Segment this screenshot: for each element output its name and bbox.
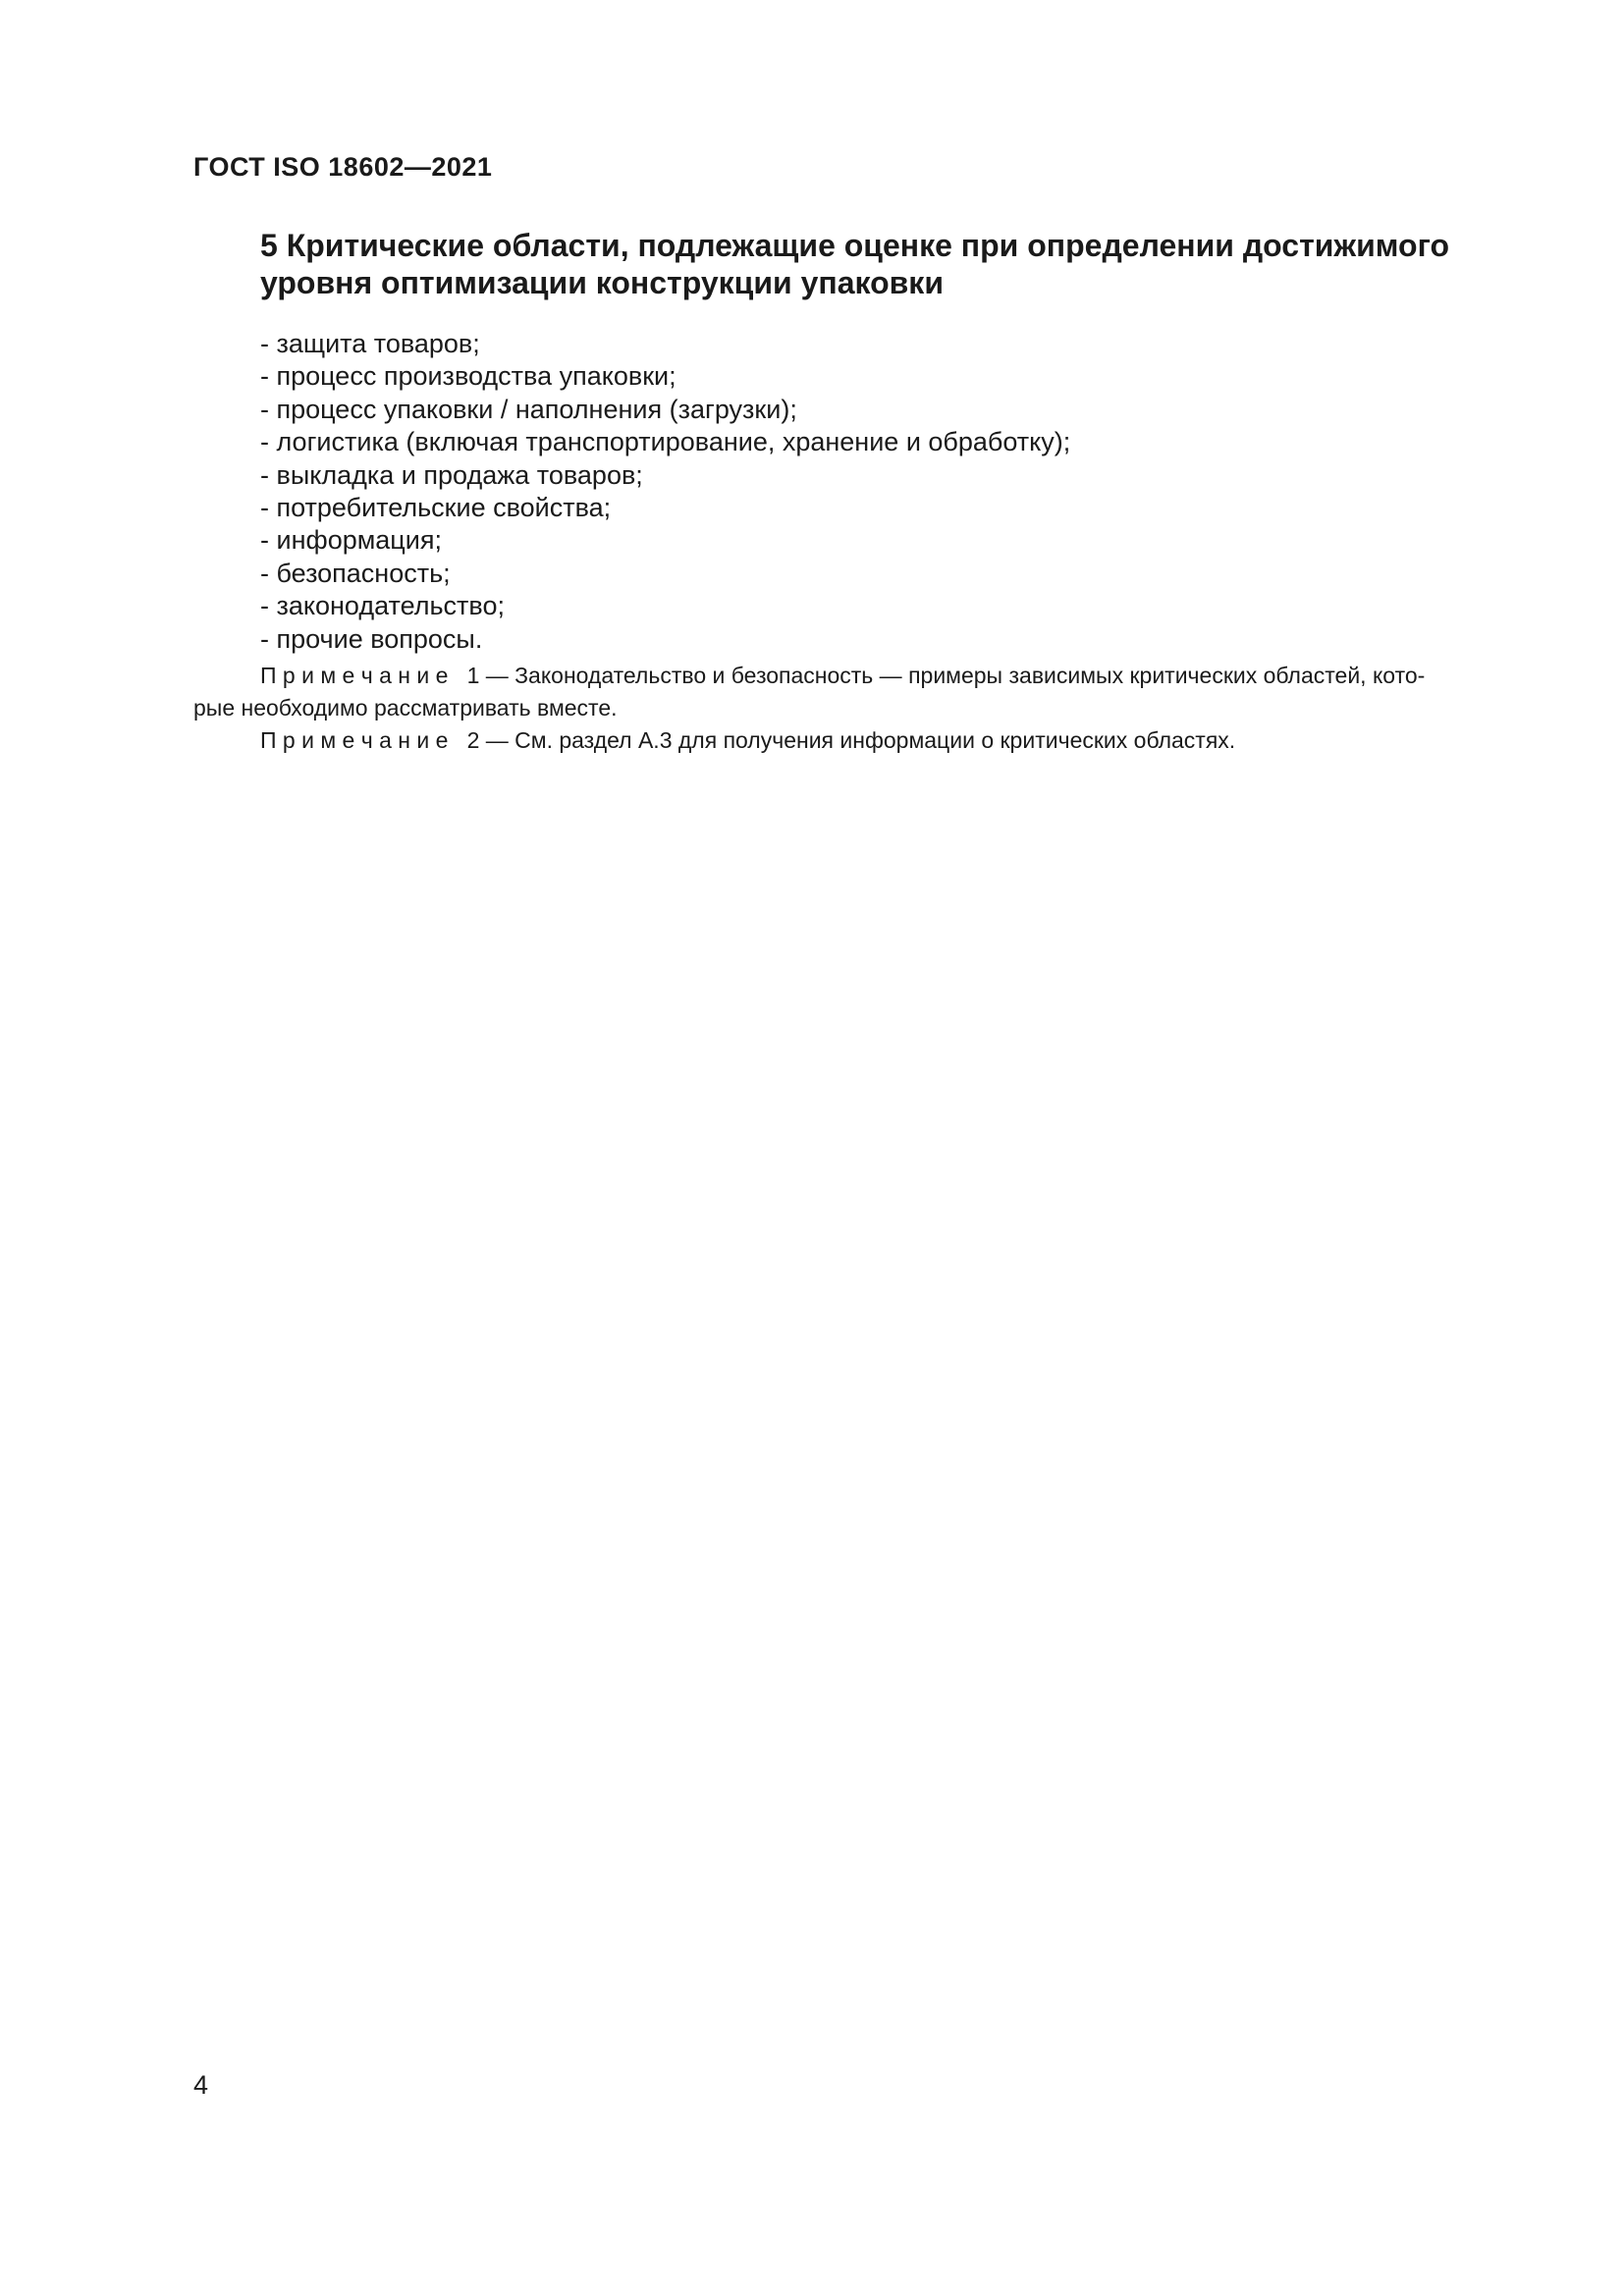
list-item: - логистика (включая транспортирование, хранение и обработку); xyxy=(260,427,1071,457)
list-item: - законодательство; xyxy=(260,591,505,621)
list-item: - процесс упаковки / наполнения (загрузки); xyxy=(260,394,797,424)
section-heading-line-1: 5 Критические области, подлежащие оценке при определении достижимого xyxy=(260,228,1450,263)
section-heading xyxy=(260,227,1537,301)
document-standard-header: ГОСТ ISO 18602—2021 xyxy=(193,152,493,182)
list-item: - потребительские свойства; xyxy=(260,493,612,523)
page-number: 4 xyxy=(193,2070,209,2100)
list-item: - защита товаров; xyxy=(260,329,480,358)
list-item: - информация; xyxy=(260,525,442,556)
critical-areas-list xyxy=(260,328,1517,656)
list-item: - безопасность; xyxy=(260,558,451,588)
note-2-line-1: П р и м е ч а н и е 2 — См. раздел А.3 для получения информации о критических областях. xyxy=(260,727,1236,753)
list-item: - прочие вопросы. xyxy=(260,623,483,654)
section-heading-line-2: уровня оптимизации конструкции упаковки xyxy=(260,265,944,300)
note-1-line-2: рые необходимо рассматривать вместе. xyxy=(193,695,618,721)
notes-block xyxy=(193,660,1514,757)
list-item: - процесс производства упаковки; xyxy=(260,361,677,392)
list-item: - выкладка и продажа товаров; xyxy=(260,459,643,490)
note-1-line-1: П р и м е ч а н и е 1 — Законодательство и безопасность — примеры зависимых критических областей, кото- xyxy=(260,663,1426,688)
